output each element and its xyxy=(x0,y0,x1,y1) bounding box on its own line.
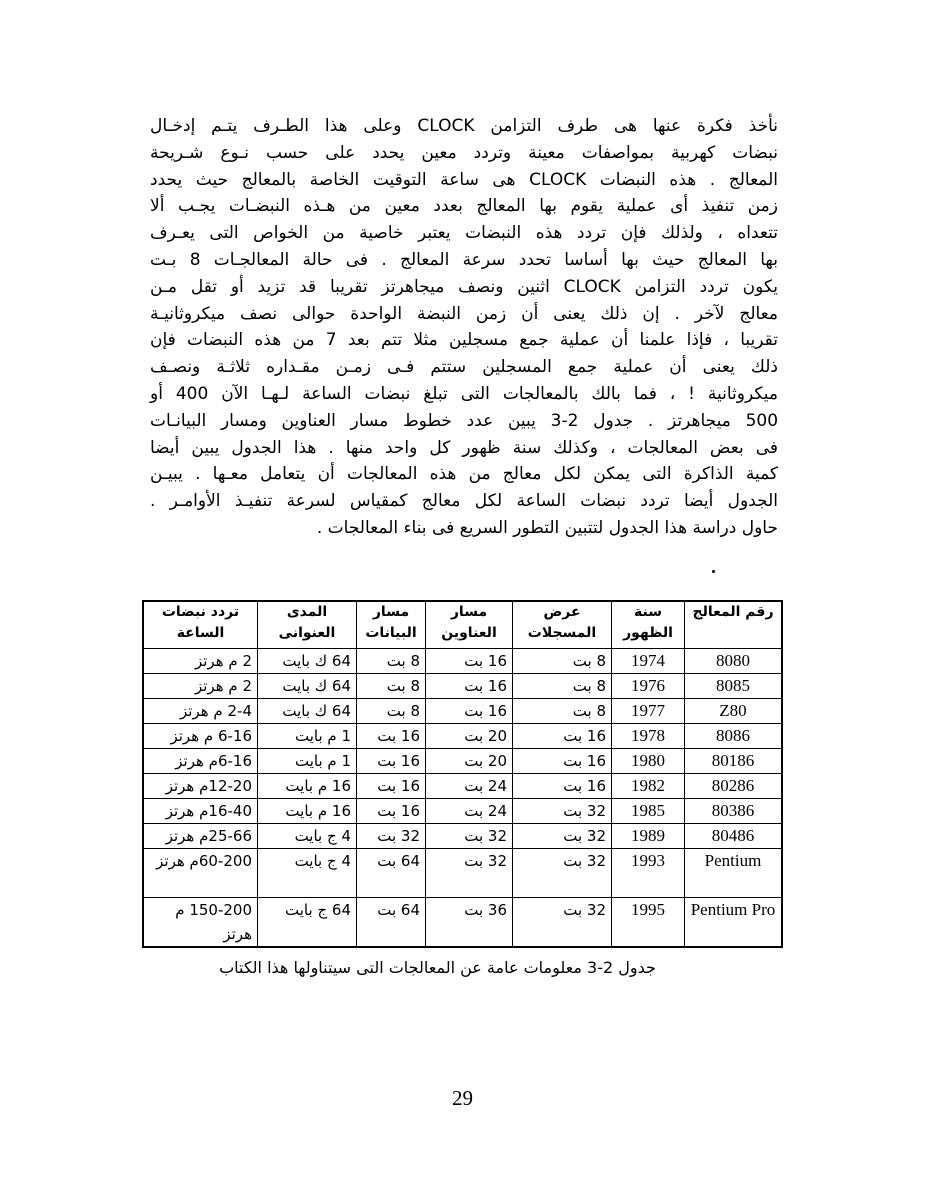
cell-register-width: 32 بت xyxy=(513,898,612,948)
table-row xyxy=(143,774,782,799)
cell-address-range: 4 ج بايت xyxy=(258,824,357,849)
cell-data-bus: 64 بت xyxy=(357,898,426,948)
stray-dot xyxy=(712,570,715,573)
table-caption: جدول 2-3 معلومات عامة عن المعالجات التى سيتناولها هذا الكتاب xyxy=(219,958,656,977)
cell-register-width: 16 بت xyxy=(513,774,612,799)
table-row xyxy=(143,674,782,699)
cell-processor: 80186 xyxy=(685,749,783,774)
cell-data-bus: 8 بت xyxy=(357,649,426,674)
header-address-range: المدى العنوانى xyxy=(258,601,357,649)
paragraph-line: معالج لآخر . إن ذلك يعنى أن زمن النبضة الواحدة حوالى نصف ميكروثانيـة xyxy=(150,303,778,324)
cell-processor: 80286 xyxy=(685,774,783,799)
cell-processor: Z80 xyxy=(685,699,783,724)
processor-table xyxy=(142,600,783,948)
table-header-row xyxy=(143,601,782,649)
cell-year: 1977 xyxy=(612,699,685,724)
paragraph-line: ذلك يعنى أن عملية جمع المسجلين ستتم فـى زمـن مقـداره ثلاثـة ونصـف xyxy=(150,357,778,378)
cell-processor: Pentium xyxy=(685,849,783,898)
cell-year: 1989 xyxy=(612,824,685,849)
cell-clock: 2 م هرتز xyxy=(143,674,258,699)
table-row xyxy=(143,699,782,724)
body-paragraph xyxy=(150,113,778,542)
cell-address-bus: 16 بت xyxy=(426,674,513,699)
cell-year: 1976 xyxy=(612,674,685,699)
header-clock: تردد نبضات الساعة xyxy=(143,601,258,649)
cell-clock: 16-40م هرتز xyxy=(143,799,258,824)
cell-clock: 6-16م هرتز xyxy=(143,749,258,774)
cell-register-width: 8 بت xyxy=(513,649,612,674)
cell-year: 1974 xyxy=(612,649,685,674)
cell-address-range: 64 ك بايت xyxy=(258,649,357,674)
cell-processor: 80486 xyxy=(685,824,783,849)
cell-address-range: 16 م بايت xyxy=(258,799,357,824)
cell-clock: 2 م هرتز xyxy=(143,649,258,674)
header-register-width: عرض المسجلات xyxy=(513,601,612,649)
paragraph-line: يكون تردد التزامن CLOCK اثنين ونصف ميجاهرتز تقريبا قد تزيد أو تقل مـن xyxy=(150,276,778,297)
cell-address-bus: 20 بت xyxy=(426,724,513,749)
cell-data-bus: 32 بت xyxy=(357,824,426,849)
cell-year: 1993 xyxy=(612,849,685,898)
paragraph-line: 500 ميجاهرتز . جدول 2-3 يبين عدد خطوط مسار العناوين ومسار البيانـات xyxy=(150,410,779,431)
cell-year: 1978 xyxy=(612,724,685,749)
cell-address-range: 1 م بايت xyxy=(258,724,357,749)
cell-data-bus: 16 بت xyxy=(357,724,426,749)
page-number: 29 xyxy=(452,1086,473,1110)
cell-address-range: 16 م بايت xyxy=(258,774,357,799)
paragraph-line: زمن تنفيذ أى عملية يقوم بها المعالج بعدد معين من هـذه النبضـات يجـب ألا xyxy=(150,196,778,217)
cell-address-range: 64 ك بايت xyxy=(258,674,357,699)
cell-data-bus: 16 بت xyxy=(357,799,426,824)
cell-data-bus: 8 بت xyxy=(357,674,426,699)
cell-address-range: 4 ج بايت xyxy=(258,849,357,898)
table-row xyxy=(143,824,782,849)
cell-year: 1985 xyxy=(612,799,685,824)
cell-data-bus: 16 بت xyxy=(357,774,426,799)
cell-clock: 2-4 م هرتز xyxy=(143,699,258,724)
paragraph-line: بها المعالج حيث بها أساسا تحدد سرعة المعالج . فى حالة المعالجـات 8 بـت xyxy=(150,249,778,270)
cell-processor: 8085 xyxy=(685,674,783,699)
cell-register-width: 16 بت xyxy=(513,724,612,749)
cell-address-bus: 16 بت xyxy=(426,699,513,724)
cell-year: 1995 xyxy=(612,898,685,948)
table-row xyxy=(143,898,782,948)
paragraph-line: نأخذ فكرة عنها هى طرف التزامن CLOCK وعلى هذا الطـرف يتـم إدخـال xyxy=(150,116,778,136)
cell-address-range: 64 ج بايت xyxy=(258,898,357,948)
cell-register-width: 32 بت xyxy=(513,849,612,898)
paragraph-line: المعالج . هذه النبضات CLOCK هى ساعة التوقيت الخاصة بالمعالج حيث يحدد xyxy=(150,169,778,190)
cell-register-width: 8 بت xyxy=(513,674,612,699)
table-row xyxy=(143,649,782,674)
cell-data-bus: 8 بت xyxy=(357,699,426,724)
table-row xyxy=(143,849,782,898)
table-row xyxy=(143,799,782,824)
cell-data-bus: 64 بت xyxy=(357,849,426,898)
paragraph-line: حاول دراسة هذا الجدول لتتبين التطور السريع فى بناء المعالجات . xyxy=(316,517,778,538)
cell-register-width: 16 بت xyxy=(513,749,612,774)
cell-address-range: 1 م بايت xyxy=(258,749,357,774)
cell-clock: 6-16 م هرتز xyxy=(143,724,258,749)
header-processor: رقم المعالج xyxy=(685,601,783,649)
paragraph-line: تقريبا ، فإذا علمنا أن عملية جمع مسجلين مثلا تتم بعد 7 من هذه النبضات فإن xyxy=(150,330,778,351)
cell-register-width: 32 بت xyxy=(513,799,612,824)
paragraph-line: كمية الذاكرة التى يمكن لكل معالج من هذه المعالجات أن يتعامل معـها . يبيـن xyxy=(150,464,778,485)
cell-register-width: 8 بت xyxy=(513,699,612,724)
header-data-bus: مسار البيانات xyxy=(357,601,426,649)
table-row xyxy=(143,749,782,774)
paragraph-line: ميكروثانية ! ، فما بالك بالمعالجات التى تبلغ نبضات الساعة لـهـا الآن 400 أو xyxy=(150,383,778,404)
cell-processor: 80386 xyxy=(685,799,783,824)
cell-data-bus: 16 بت xyxy=(357,749,426,774)
paragraph-line: تتعداه ، ولذلك فإن تردد هذه النبضات يعتبر خاصية من الخواص التى يعـرف xyxy=(150,223,778,244)
cell-year: 1980 xyxy=(612,749,685,774)
table-row xyxy=(143,724,782,749)
cell-clock: 60-200م هرتز xyxy=(143,849,258,898)
cell-address-bus: 32 بت xyxy=(426,824,513,849)
cell-address-bus: 24 بت xyxy=(426,774,513,799)
cell-address-bus: 32 بت xyxy=(426,849,513,898)
cell-clock: 150-200 م هرتز xyxy=(143,898,258,948)
cell-address-bus: 16 بت xyxy=(426,649,513,674)
cell-processor: 8080 xyxy=(685,649,783,674)
cell-clock: 25-66م هرتز xyxy=(143,824,258,849)
cell-address-bus: 24 بت xyxy=(426,799,513,824)
cell-processor: Pentium Pro xyxy=(685,898,783,948)
cell-year: 1982 xyxy=(612,774,685,799)
cell-register-width: 32 بت xyxy=(513,824,612,849)
paragraph-line: فى بعض المعالجات ، وكذلك سنة ظهور كل واحد منها . هذا الجدول يبين أيضا xyxy=(150,437,778,458)
cell-clock: 12-20م هرتز xyxy=(143,774,258,799)
cell-address-bus: 36 بت xyxy=(426,898,513,948)
cell-address-range: 64 ك بايت xyxy=(258,699,357,724)
header-year: سنة الظهور xyxy=(612,601,685,649)
paragraph-line: نبضات كهربية بمواصفات معينة وتردد معين يحدد على حسب نـوع شـريحة xyxy=(150,142,778,163)
cell-processor: 8086 xyxy=(685,724,783,749)
cell-address-bus: 20 بت xyxy=(426,749,513,774)
header-address-bus: مسار العناوين xyxy=(426,601,513,649)
paragraph-line: الجدول أيضا تردد نبضات الساعة لكل معالج كمقياس لسرعة تنفيـذ الأوامـر . xyxy=(150,491,778,512)
